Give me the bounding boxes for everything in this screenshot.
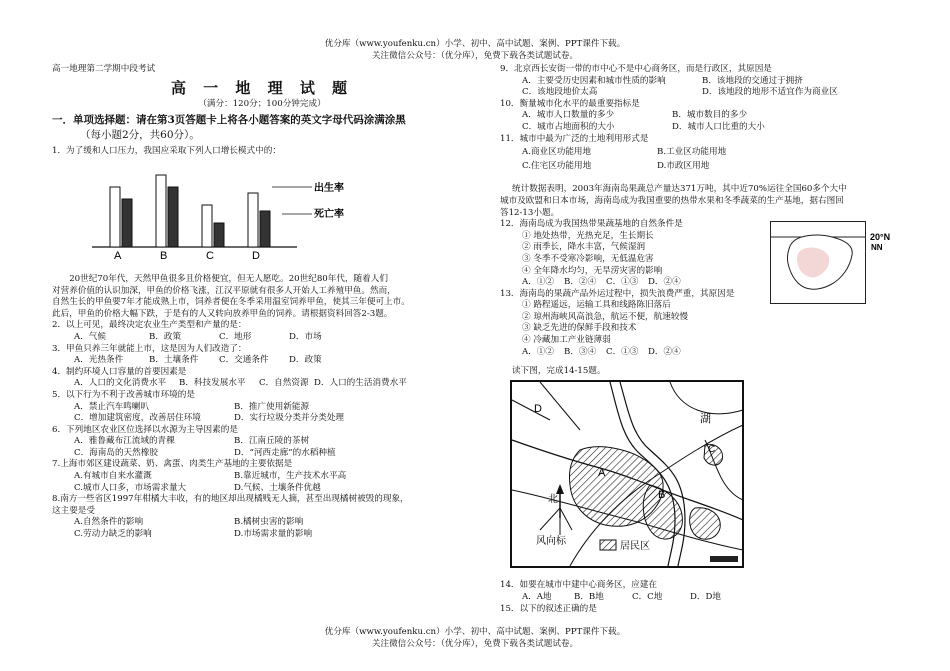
question-4-stem: 4．制约环境人口容量的首要因素是	[52, 366, 187, 377]
option[interactable]: D．政策	[289, 355, 322, 366]
question-11-options	[500, 161, 905, 173]
option[interactable]: A．A地	[522, 592, 552, 603]
option[interactable]: D．该地段的地形不适宜作为商业区	[702, 87, 838, 98]
option[interactable]: C．①③	[606, 277, 639, 288]
option[interactable]: A．禁止汽车鸣喇叭	[74, 401, 149, 412]
option[interactable]: A．主要受历史因素和城市性质的影响	[522, 75, 666, 86]
option[interactable]: D．实行垃圾分类并分类处理	[234, 413, 345, 424]
page-footer	[0, 626, 950, 650]
north-label: 北	[548, 493, 558, 505]
birth-rate-bar	[156, 175, 166, 247]
option[interactable]: C．海南岛的天然橡胶	[74, 447, 158, 458]
header-line: 关注微信公众号：（优分库），免费下载各类试题试卷。	[371, 51, 579, 61]
question-10-options	[500, 110, 905, 122]
option[interactable]: B．该地段的交通过于拥挤	[702, 75, 803, 86]
option[interactable]: D．“河西走廊”的水稻种植	[234, 447, 336, 458]
footer-line: 关注微信公众号：（优分库），免费下载各类试题试卷。	[371, 639, 579, 649]
passage-line: 对营养价值的认识加深，甲鱼的价格飞涨，江汉平原就有很多人开始人工养殖甲鱼。然而，	[52, 285, 396, 296]
option[interactable]: A.商业区功能用地	[522, 147, 592, 158]
option[interactable]: A．人口的文化消费水平	[74, 378, 167, 389]
right-column	[500, 64, 905, 615]
section-note: （每小题2分，共60分）。	[80, 128, 200, 141]
option[interactable]: C.住宅区功能用地	[522, 160, 592, 171]
header-line: 优分库（www.youfenku.cn）小学、初中、高中试题、案例、PPT课件下载。	[324, 39, 626, 49]
category-label: D	[252, 250, 260, 260]
option[interactable]: C．地形	[219, 331, 252, 342]
section-heading: 一．单项选择题：请在第3页答题卡上将各小题答案的英文字母代码涂满涂黑	[52, 114, 406, 127]
map-label-lake: 湖	[700, 412, 711, 425]
option[interactable]: C．自然资源	[259, 378, 309, 389]
birth-rate-bar	[202, 205, 212, 247]
map-label-b: B	[658, 488, 666, 501]
option[interactable]: D.市场需求量的影响	[234, 529, 313, 540]
option[interactable]: B．推广使用新能源	[234, 401, 310, 412]
question-10-stem: 10．衡量城市化水平的最重要指标是	[500, 98, 640, 109]
option[interactable]: D．市场	[289, 331, 322, 342]
option[interactable]: D．城市人口比重的大小	[672, 121, 765, 132]
option[interactable]: D．②④	[648, 346, 681, 357]
option[interactable]: D．②④	[648, 277, 681, 288]
population-growth-chart	[82, 159, 382, 259]
course-line: 高一地理第二学期中段考试	[52, 64, 156, 74]
question-10-options	[500, 122, 905, 134]
option[interactable]: B．政策	[149, 331, 182, 342]
question-7-options	[52, 471, 472, 483]
question-7-options	[52, 483, 472, 495]
category-label: C	[206, 250, 214, 260]
option[interactable]: D.气候、土壤条件优越	[234, 482, 321, 493]
question-13-item: ② 琼州海峡风高浪急，航运不便，航速较慢	[522, 311, 689, 322]
page-header	[0, 38, 950, 62]
city-map-intro: 读下图，完成14-15题。	[512, 366, 606, 377]
footer-line: 优分库（www.youfenku.cn）小学、初中、高中试题、案例、PPT课件下载。	[324, 627, 626, 637]
question-13-item: ④ 冷藏加工产业链薄弱	[522, 335, 611, 346]
hainan-island-map	[770, 221, 905, 306]
question-9-options	[500, 76, 905, 88]
question-13-item: ③ 缺乏先进的保鲜手段和技术	[522, 323, 637, 334]
question-11-options	[500, 147, 905, 159]
city-map	[510, 380, 745, 570]
birth-rate-bar	[110, 187, 120, 247]
passage-line: 城市及欧盟和日本市场，海南岛成为我国重要的热带水果和冬季蔬菜的生产基地，据右图回	[500, 195, 844, 206]
question-15-stem: 15．以下的叙述正确的是	[500, 603, 597, 614]
legend-death-label: 死亡率	[314, 209, 344, 221]
category-label: B	[160, 250, 168, 260]
question-9-options	[500, 87, 905, 99]
exam-title: 高 一 地 理 试 题	[170, 78, 354, 97]
question-12-item: ① 地处热带，光热充足，生长期长	[522, 230, 654, 241]
wind-rose-label: 风向标	[536, 535, 566, 547]
question-12-item: ② 雨季长，降水丰富，气候湿润	[522, 242, 646, 253]
passage-line: 自然生长的甲鱼要7年才能成熟上市，饲养者便在冬季采用温室饲养甲鱼，使其三年便可上市。	[52, 297, 410, 308]
option[interactable]: B．②④	[564, 277, 597, 288]
option[interactable]: A．光热条件	[74, 355, 124, 366]
map-label-d: D	[534, 402, 542, 415]
category-label: A	[114, 250, 122, 260]
option[interactable]: B.靠近城市，生产技术水平高	[234, 471, 347, 482]
question-14-stem: 14．如要在城市中建中心商务区，应建在	[500, 580, 658, 591]
option[interactable]: C．增加建筑密度，改善居住环境	[74, 413, 201, 424]
question-5-stem: 5．以下行为不利于改善城市环境的是	[52, 389, 195, 400]
exam-subtitle: （满分：120分；100分钟完成）	[198, 98, 326, 109]
birth-rate-bar	[248, 193, 258, 247]
question-8-stem: 8.南方一些省区1997年柑橘大丰收，有的地区却出现橘贱无人摘，甚至出现橘树被毁的现象，	[52, 494, 409, 505]
question-8-options	[52, 529, 472, 541]
question-6-options	[52, 448, 472, 460]
legend-residential-label: 居民区	[620, 540, 650, 552]
option[interactable]: B．B地	[574, 592, 604, 603]
option[interactable]: B．科技发展水平	[179, 378, 246, 389]
question-6-options	[52, 436, 472, 448]
death-rate-bar	[214, 223, 224, 247]
option[interactable]: D．人口的生活消费水平	[314, 378, 407, 389]
option[interactable]: A．雅鲁藏布江流域的青稞	[74, 436, 175, 447]
legend-birth-label: 出生率	[314, 183, 344, 195]
question-14-options	[500, 592, 905, 604]
question-12-stem: 12．海南岛成为我国热带果蔬基地的自然条件是	[500, 219, 683, 230]
map-label-c: C	[708, 443, 716, 455]
option[interactable]: B．江南丘陵的茶树	[234, 436, 310, 447]
option[interactable]: B.工业区功能用地	[657, 147, 727, 158]
passage-line: 此后，甲鱼的价格大幅下跌，于是有的人又转向放养甲鱼的饲养。请根据资料回答2-3题。	[52, 308, 393, 319]
question-2-options	[52, 332, 472, 344]
question-4-options	[52, 378, 472, 390]
option[interactable]: B.橘树虫害的影响	[234, 517, 304, 528]
question-6-stem: 6．下列地区农业区位选择以水源为主导因素的是	[52, 424, 238, 435]
option[interactable]: C．交通条件	[219, 355, 269, 366]
question-7-stem: 7.上海市郊区建设蔬菜、奶、禽蛋、肉类生产基地的主要依据是	[52, 459, 293, 470]
option[interactable]: A.自然条件的影响	[74, 517, 144, 528]
option[interactable]: D.市政区用地	[657, 160, 710, 171]
map-label-a: A	[598, 466, 606, 479]
option[interactable]: B．③④	[564, 346, 597, 357]
question-3-stem: 3．甲鱼只养三年就能上市，这是因为人们改造了：	[52, 343, 247, 354]
question-1-stem: 1．为了缓和人口压力，我国应采取下列人口增长模式中的：	[52, 145, 281, 156]
option[interactable]: A．气候	[74, 331, 106, 342]
left-column	[52, 64, 472, 541]
option[interactable]: C．C地	[632, 592, 663, 603]
question-5-options	[52, 402, 472, 414]
option[interactable]: C．该地段地价太高	[522, 87, 598, 98]
question-11-stem: 11．城市中最为广泛的土地利用形式是	[500, 133, 649, 144]
question-13-stem: 13．海南岛的果蔬产品外运过程中，损失浪费严重，其原因是	[500, 288, 735, 299]
latitude-label-2: NN	[871, 243, 883, 253]
option[interactable]: A．①②	[522, 346, 554, 357]
question-8-stem: 这主要是受	[52, 505, 95, 516]
question-9-stem: 9．北京西长安街一带的市中心不是中心商务区，而是行政区，其原因是	[500, 64, 772, 74]
question-13-item: ① 路程遥远，运输工具和线路陈旧落后	[522, 300, 671, 311]
option[interactable]: C．①③	[606, 346, 639, 357]
option[interactable]: A.有城市自来水灌溉	[74, 471, 152, 482]
scale-bar	[710, 556, 738, 562]
passage-line: 答12-13小题。	[500, 207, 560, 218]
option[interactable]: D．D地	[690, 592, 721, 603]
death-rate-bar	[260, 211, 270, 247]
question-12-item: ④ 全年降水均匀，无旱涝灾害的影响	[522, 265, 663, 276]
option[interactable]: A．城市人口数量的多少	[522, 110, 615, 121]
option[interactable]: A．①②	[522, 277, 554, 288]
death-rate-bar	[168, 187, 178, 247]
legend-swatch	[600, 540, 616, 550]
option[interactable]: C．城市占地面积的大小	[522, 121, 615, 132]
option[interactable]: B．城市数目的多少	[672, 110, 748, 121]
option[interactable]: C.劳动力缺乏的影响	[74, 529, 152, 540]
passage-line: 20世纪70年代，天然甲鱼很多且价格便宜，但无人愿吃。20世纪80年代，随着人们	[69, 273, 388, 284]
question-12-item: ③ 冬季不受寒冷影响，无低温危害	[522, 253, 654, 264]
option[interactable]: B．土壤条件	[149, 355, 199, 366]
question-8-options	[52, 517, 472, 529]
option[interactable]: C.城市人口多，市场需求量大	[74, 482, 187, 493]
question-2-stem: 2．以上可见，最终决定农业生产类型和产量的是：	[52, 320, 247, 331]
question-13-options	[500, 347, 905, 359]
passage-line: 统计数据表明，2003年海南岛果蔬总产量达371万吨，其中近70%运往全国60多个大中	[512, 184, 847, 195]
question-3-options	[52, 355, 472, 367]
question-5-options	[52, 413, 472, 425]
death-rate-bar	[122, 199, 132, 247]
latitude-label: 20°N	[870, 232, 891, 243]
